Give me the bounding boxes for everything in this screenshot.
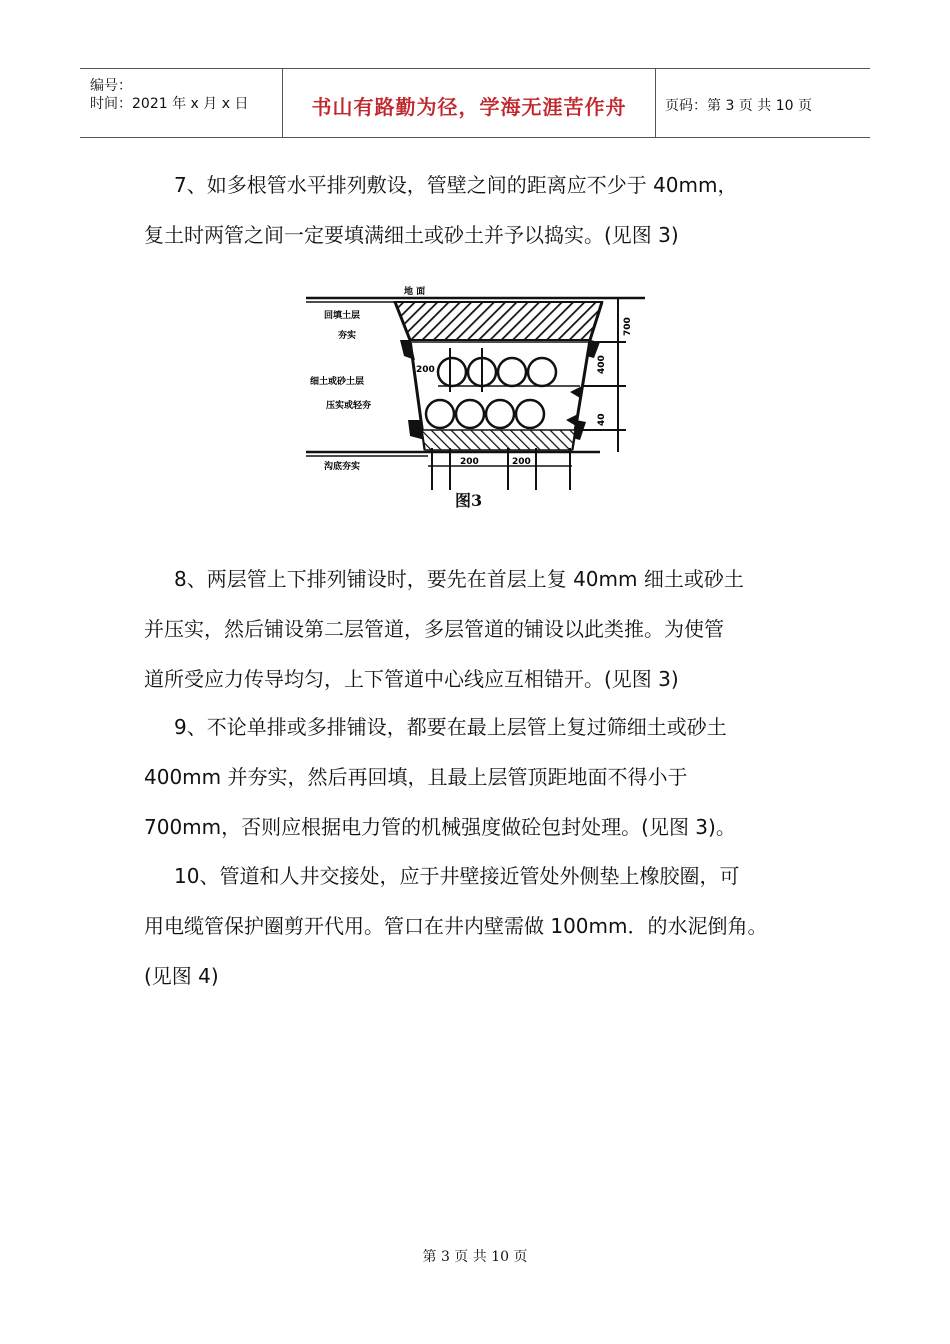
header-right-cell	[656, 69, 870, 137]
pipe	[528, 358, 556, 386]
pipe	[486, 400, 514, 428]
header-motto: 书山有路勤为径，学海无涯苦作舟	[311, 95, 627, 119]
trench-diagram	[300, 280, 650, 520]
paragraph-7	[144, 160, 824, 260]
dimension-700: 700	[623, 317, 633, 336]
dimension-200-a: 200	[416, 365, 435, 375]
paragraph-line: 8、两层管上下排列铺设时，要先在首层上复 40mm 细土或砂土	[174, 567, 744, 591]
paragraph-line: 400mm 并夯实，然后再回填，且最上层管顶距地面不得小于	[144, 765, 688, 789]
paragraph-line: 10、管道和人井交接处，应于井壁接近管处外侧垫上橡胶圈，可	[174, 864, 740, 888]
paragraph-8	[144, 554, 824, 704]
paragraph-9	[144, 702, 824, 852]
dimension-200-c: 200	[512, 457, 531, 467]
serial-number-label: 编号：	[90, 78, 132, 94]
label-backfill: 回填土层	[324, 311, 361, 321]
header-page-info: 页码：第 3 页 共 10 页	[665, 98, 812, 114]
paragraph-line: 7、如多根管水平排列敷设，管壁之间的距离应不少于 40mm，	[174, 173, 738, 197]
pipe	[438, 358, 466, 386]
dimension-200-b: 200	[460, 457, 479, 467]
paragraph-line: 复土时两管之间一定要填满细土或砂土并予以捣实。(见图 3)	[144, 223, 679, 247]
label-backfill-tamp: 夯实	[338, 331, 357, 341]
page-footer: 第 3 页 共 10 页	[422, 1249, 528, 1265]
pipe	[516, 400, 544, 428]
document-header	[80, 68, 870, 138]
bottom-layer	[422, 430, 575, 450]
pipe	[498, 358, 526, 386]
label-fine-soil: 细土或砂土层	[310, 377, 365, 387]
paragraph-line: (见图 4)	[144, 964, 219, 988]
arrow-head	[570, 386, 582, 398]
arrow-head	[566, 414, 578, 426]
dimension-400: 400	[597, 355, 607, 374]
paragraph-line: 用电缆管保护圈剪开代用。管口在井内壁需做 100mm．的水泥倒角。	[144, 914, 768, 938]
header-left-cell	[80, 69, 283, 137]
paragraph-line: 并压实，然后铺设第二层管道，多层管道的铺设以此类推。为使管	[144, 617, 724, 641]
header-middle-cell	[283, 69, 656, 137]
pipe	[426, 400, 454, 428]
label-bottom: 沟底夯实	[324, 462, 361, 472]
label-fine-compact: 压实或轻夯	[326, 401, 372, 411]
backfill-layer	[395, 302, 602, 340]
paragraph-10	[144, 851, 824, 1001]
pipe	[456, 400, 484, 428]
date-label: 时间：2021 年 x 月 x 日	[90, 96, 249, 112]
figure-caption: 图3	[455, 491, 483, 510]
paragraph-line: 道所受应力传导均匀，上下管道中心线应互相错开。(见图 3)	[144, 667, 679, 691]
label-ground: 地 面	[404, 287, 426, 297]
paragraph-line: 700mm，否则应根据电力管的机械强度做砼包封处理。(见图 3)。	[144, 815, 736, 839]
dimension-40: 40	[597, 413, 607, 426]
paragraph-line: 9、不论单排或多排铺设，都要在最上层管上复过筛细土或砂土	[174, 715, 727, 739]
